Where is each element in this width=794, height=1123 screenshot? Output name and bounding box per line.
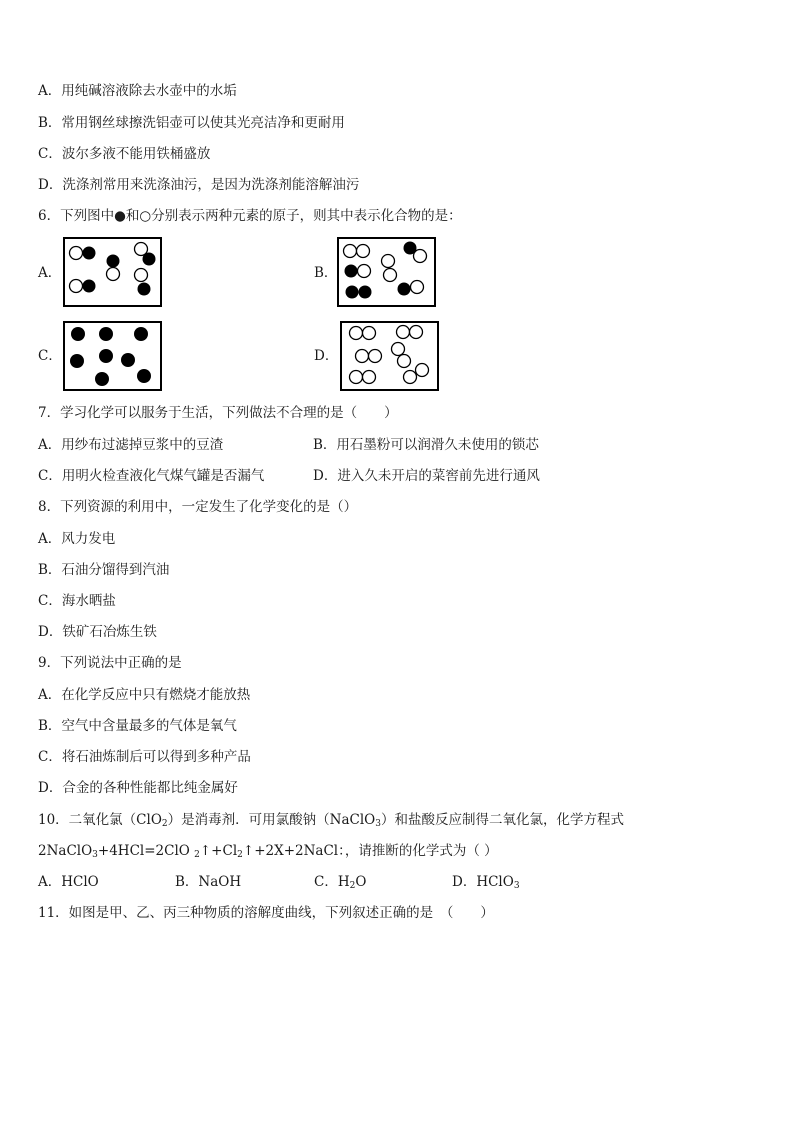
- q5-option-a: A．用纯碱溶液除去水壶中的水垢: [38, 83, 237, 99]
- q6-label-a: A．: [38, 265, 62, 281]
- q8-stem: 8．下列资源的利用中，一定发生了化学变化的是（）: [38, 499, 358, 515]
- q9-stem: 9．下列说法中正确的是: [38, 655, 182, 671]
- q9-option-c: C．将石油炼制后可以得到多种产品: [38, 749, 251, 765]
- q9-option-b: B．空气中含量最多的气体是氧气: [38, 718, 237, 734]
- q8-option-d: D．铁矿石冶炼生铁: [38, 624, 157, 640]
- q10-equation: 2NaClO$_3$+4HCl=2ClO $_2↑+Cl_2↑+2X+2NaCl$：，请推断的化学式为（ ）: [38, 843, 498, 860]
- q9-option-d: D．合金的各种性能都比纯金属好: [38, 780, 238, 796]
- q7-option-d: D．进入久未开启的菜窖前先进行通风: [313, 468, 540, 484]
- q7-stem: 7．学习化学可以服务于生活，下列做法不合理的是（ ）: [38, 405, 398, 421]
- q6-label-d: D．: [314, 348, 339, 364]
- q8-option-a: A．风力发电: [38, 531, 116, 547]
- q7-option-c: C．用明火检查液化气煤气罐是否漏气: [38, 468, 265, 484]
- q10-option-b: B．NaOH: [175, 874, 242, 890]
- q8-option-c: C．海水晒盐: [38, 593, 116, 609]
- q5-option-b: B．常用钢丝球擦洗铝壶可以使其光亮洁净和更耐用: [38, 115, 345, 131]
- q8-option-b: B．石油分馏得到汽油: [38, 562, 170, 578]
- q6-diagram-d: [340, 321, 439, 391]
- q6-diagram-b: [337, 237, 436, 307]
- q9-option-a: A．在化学反应中只有燃烧才能放热: [38, 687, 251, 703]
- q5-option-d: D．洗涤剂常用来洗涤油污，是因为洗涤剂能溶解油污: [38, 177, 360, 193]
- q11-stem: 11．如图是甲、乙、丙三种物质的溶解度曲线，下列叙述正确的是 （ ）: [38, 905, 494, 921]
- q10-stem: 10．二氧化氯（ClO$_2$）是消毒剂．可用氯酸钠（NaClO$_3$）和盐酸反应制得二氧化氯，化学方程式: [38, 812, 624, 829]
- q6-label-b: B．: [314, 265, 338, 281]
- q10-option-c: C．$H_2O$: [314, 874, 367, 891]
- q6-stem: 6．下列图中●和○分别表示两种元素的原子，则其中表示化合物的是：: [38, 208, 462, 224]
- q6-diagram-a: [63, 237, 162, 307]
- q6-diagram-c: [63, 321, 162, 391]
- q10-option-a: A．HClO: [38, 874, 99, 890]
- q7-option-a: A．用纱布过滤掉豆浆中的豆渣: [38, 437, 224, 453]
- q6-label-c: C．: [38, 348, 62, 364]
- q10-option-d: D．HClO$_3$: [452, 874, 520, 891]
- q5-option-c: C．波尔多液不能用铁桶盛放: [38, 146, 211, 162]
- q7-option-b: B．用石墨粉可以润滑久未使用的锁芯: [313, 437, 539, 453]
